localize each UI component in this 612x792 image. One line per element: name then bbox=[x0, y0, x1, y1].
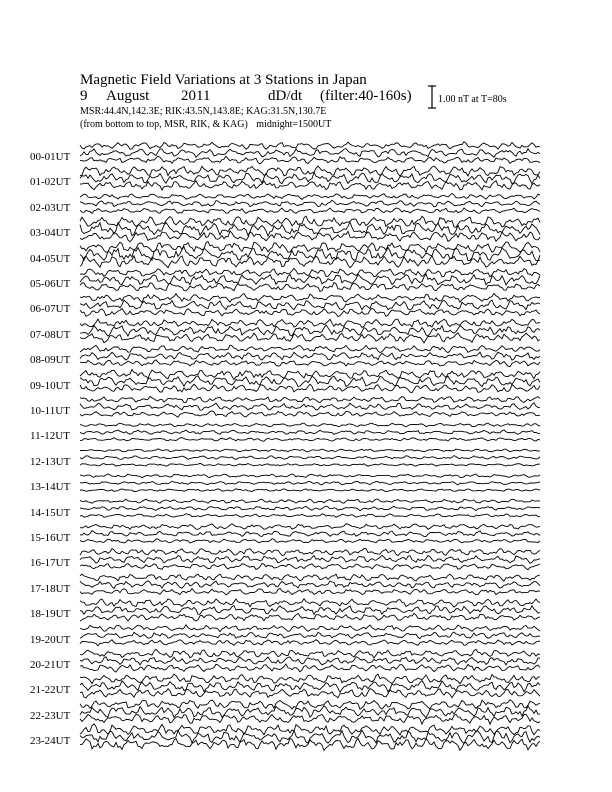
hour-label: 06-07UT bbox=[30, 303, 71, 316]
trace-02-03UT-KAG bbox=[80, 208, 540, 214]
trace-03-04UT-MSR bbox=[80, 216, 540, 227]
trace-15-16UT-KAG bbox=[80, 539, 540, 543]
trace-19-20UT-MSR bbox=[80, 625, 540, 632]
trace-11-12UT-KAG bbox=[80, 438, 540, 442]
scale-bar-icon bbox=[428, 86, 436, 108]
trace-14-15UT-RIK bbox=[80, 506, 540, 511]
trace-15-16UT-RIK bbox=[80, 531, 540, 537]
hour-label: 17-18UT bbox=[30, 582, 71, 595]
trace-16-17UT-KAG bbox=[80, 563, 540, 569]
trace-08-09UT-RIK bbox=[80, 352, 540, 360]
trace-02-03UT-MSR bbox=[80, 193, 540, 199]
trace-10-11UT-KAG bbox=[80, 411, 540, 417]
trace-20-21UT-KAG bbox=[80, 664, 540, 672]
midnight-note: midnight=1500UT bbox=[256, 119, 332, 130]
hour-label: 01-02UT bbox=[30, 176, 71, 189]
trace-13-14UT-RIK bbox=[80, 481, 540, 485]
hour-label: 07-08UT bbox=[30, 328, 71, 341]
hour-label: 04-05UT bbox=[30, 252, 71, 265]
hour-label: 00-01UT bbox=[30, 151, 71, 163]
hour-label: 02-03UT bbox=[30, 201, 71, 214]
trace-21-22UT-KAG bbox=[80, 689, 540, 698]
hour-label: 15-16UT bbox=[30, 532, 71, 544]
trace-18-19UT-RIK bbox=[80, 606, 540, 615]
hour-label: 23-24UT bbox=[30, 735, 71, 748]
trace-22-23UT-KAG bbox=[80, 714, 540, 724]
trace-09-10UT-RIK bbox=[80, 376, 540, 387]
trace-19-20UT-RIK bbox=[80, 632, 540, 639]
scale-bar-label: 1.00 nT at T=80s bbox=[438, 94, 507, 105]
trace-20-21UT-RIK bbox=[80, 657, 540, 665]
trace-21-22UT-RIK bbox=[80, 681, 540, 693]
trace-08-09UT-KAG bbox=[80, 360, 540, 367]
trace-07-08UT-MSR bbox=[80, 319, 540, 327]
hour-label: 13-14UT bbox=[30, 481, 71, 494]
trace-08-09UT-MSR bbox=[80, 345, 540, 353]
hour-label: 18-19UT bbox=[30, 608, 71, 621]
trace-23-24UT-KAG bbox=[80, 738, 540, 750]
trace-03-04UT-RIK bbox=[80, 222, 540, 236]
trace-13-14UT-KAG bbox=[80, 489, 540, 492]
trace-16-17UT-MSR bbox=[80, 549, 540, 556]
trace-00-01UT-KAG bbox=[80, 156, 540, 164]
hour-label: 05-06UT bbox=[30, 278, 71, 290]
trace-19-20UT-KAG bbox=[80, 640, 540, 646]
trace-18-19UT-MSR bbox=[80, 599, 540, 607]
hour-label: 14-15UT bbox=[30, 506, 71, 519]
trace-14-15UT-KAG bbox=[80, 514, 540, 518]
trace-11-12UT-RIK bbox=[80, 430, 540, 435]
hour-label: 22-23UT bbox=[30, 709, 71, 722]
trace-02-03UT-RIK bbox=[80, 200, 540, 207]
trace-18-19UT-KAG bbox=[80, 613, 540, 621]
trace-07-08UT-RIK bbox=[80, 325, 540, 336]
hour-label: 09-10UT bbox=[30, 379, 71, 392]
hour-label: 08-09UT bbox=[30, 354, 71, 367]
hour-label: 11-12UT bbox=[30, 430, 70, 443]
trace-07-08UT-KAG bbox=[80, 333, 540, 343]
hour-label: 16-17UT bbox=[30, 557, 71, 570]
date-day: 9 bbox=[80, 88, 88, 104]
stations-line: MSR:44.4N,142.3E; RIK:43.5N,143.8E; KAG:31.5N,130.7E bbox=[80, 106, 327, 117]
filter-label: (filter:40-160s) bbox=[320, 88, 412, 104]
trace-10-11UT-RIK bbox=[80, 403, 540, 410]
trace-13-14UT-MSR bbox=[80, 474, 540, 478]
order-note-text: (from bottom to top, MSR, RIK, & KAG) bbox=[80, 119, 248, 130]
trace-22-23UT-RIK bbox=[80, 706, 540, 718]
trace-11-12UT-MSR bbox=[80, 423, 540, 427]
traces-group bbox=[80, 142, 540, 751]
trace-22-23UT-MSR bbox=[80, 700, 540, 710]
hour-label: 21-22UT bbox=[30, 684, 71, 697]
date-month: August bbox=[106, 88, 150, 104]
hour-label: 03-04UT bbox=[30, 227, 71, 240]
hour-label: 10-11UT bbox=[30, 405, 70, 417]
trace-00-01UT-RIK bbox=[80, 149, 540, 158]
trace-15-16UT-MSR bbox=[80, 524, 540, 530]
trace-17-18UT-KAG bbox=[80, 588, 540, 594]
trace-21-22UT-MSR bbox=[80, 674, 540, 684]
trace-04-05UT-MSR bbox=[80, 241, 540, 252]
trace-12-13UT-RIK bbox=[80, 456, 540, 460]
trace-17-18UT-RIK bbox=[80, 581, 540, 589]
trace-04-05UT-RIK bbox=[80, 247, 540, 261]
trace-01-02UT-MSR bbox=[80, 166, 540, 176]
trace-09-10UT-KAG bbox=[80, 384, 540, 392]
trace-06-07UT-MSR bbox=[80, 293, 540, 302]
chart-title: Magnetic Field Variations at 3 Stations in Japan bbox=[80, 72, 367, 88]
trace-06-07UT-KAG bbox=[80, 308, 540, 316]
hour-label: 20-21UT bbox=[30, 659, 71, 671]
trace-20-21UT-MSR bbox=[80, 649, 540, 658]
trace-12-13UT-KAG bbox=[80, 463, 540, 466]
trace-06-07UT-RIK bbox=[80, 300, 540, 310]
trace-01-02UT-KAG bbox=[80, 181, 540, 191]
trace-12-13UT-MSR bbox=[80, 449, 540, 452]
hour-label: 19-20UT bbox=[30, 633, 71, 646]
trace-00-01UT-MSR bbox=[80, 142, 540, 149]
quantity-label: dD/dt bbox=[268, 88, 303, 104]
trace-05-06UT-KAG bbox=[80, 283, 540, 292]
date-year: 2011 bbox=[181, 88, 211, 104]
trace-23-24UT-MSR bbox=[80, 724, 540, 735]
hour-label: 12-13UT bbox=[30, 455, 71, 468]
trace-17-18UT-MSR bbox=[80, 574, 540, 581]
trace-16-17UT-RIK bbox=[80, 555, 540, 563]
trace-10-11UT-MSR bbox=[80, 396, 540, 402]
trace-05-06UT-RIK bbox=[80, 274, 540, 285]
trace-14-15UT-MSR bbox=[80, 499, 540, 503]
